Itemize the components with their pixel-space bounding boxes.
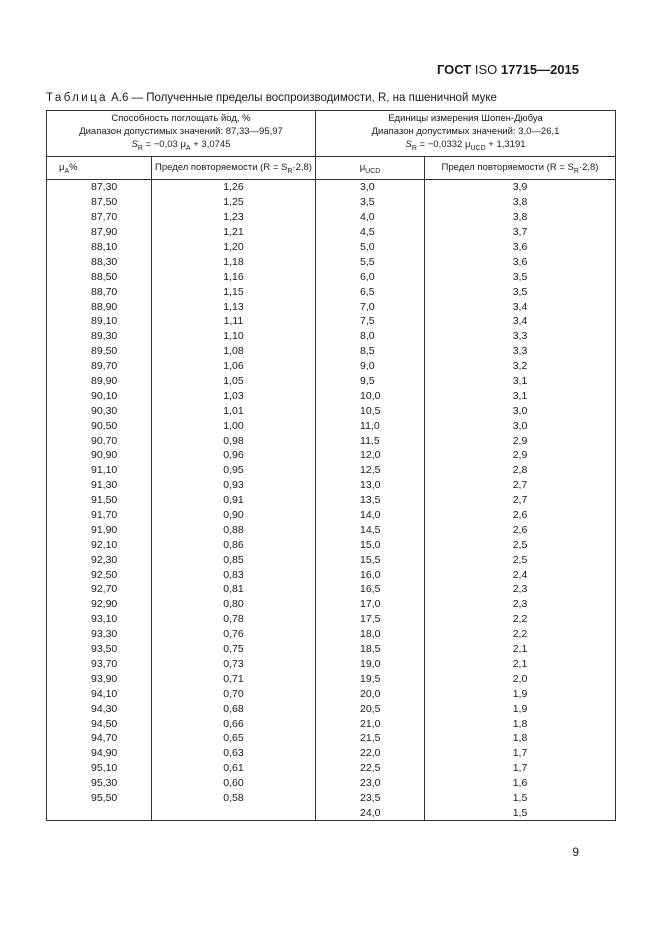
header-gost: ГОСТ: [436, 62, 472, 77]
cell-repeat-right: 3,8: [425, 210, 616, 225]
table-row: [47, 791, 616, 806]
cell-ucd: 11,0: [316, 418, 425, 433]
cell-ucd: 16,5: [316, 582, 425, 597]
cell-repeat-right: 2,1: [425, 657, 616, 672]
cell-repeat-right: 1,7: [425, 761, 616, 776]
cell-repeat-right: 2,0: [425, 671, 616, 686]
table-row: [47, 388, 616, 403]
cell-ucd: 10,0: [316, 388, 425, 403]
cell-repeat-left: 1,25: [152, 195, 316, 210]
table-row: [47, 254, 616, 269]
table-row: [47, 359, 616, 374]
cell-ucd: 15,5: [316, 552, 425, 567]
cell-ucd: 7,5: [316, 314, 425, 329]
table-row: [47, 478, 616, 493]
cell-repeat-left: 1,21: [152, 225, 316, 240]
caption-text: А.6 — Полученные пределы воспроизводимости, R, на пшеничной муке: [111, 92, 497, 104]
cell-iodine: 90,70: [47, 433, 152, 448]
cell-iodine: 89,50: [47, 344, 152, 359]
table-row: [47, 612, 616, 627]
cell-ucd: 12,0: [316, 448, 425, 463]
cell-repeat-right: 3,2: [425, 359, 616, 374]
cell-repeat-right: 2,2: [425, 627, 616, 642]
cell-repeat-left: 1,13: [152, 299, 316, 314]
cell-iodine: 90,90: [47, 448, 152, 463]
cell-ucd: 21,5: [316, 731, 425, 746]
cell-iodine: 94,30: [47, 701, 152, 716]
table-row: [47, 552, 616, 567]
cell-iodine: 94,50: [47, 716, 152, 731]
cell-ucd: 13,5: [316, 493, 425, 508]
cell-iodine: 89,30: [47, 329, 152, 344]
cell-iodine: 90,50: [47, 418, 152, 433]
cell-iodine: 94,10: [47, 686, 152, 701]
table-row: [47, 195, 616, 210]
cell-repeat-left: 0,58: [152, 791, 316, 806]
cell-iodine: 91,10: [47, 463, 152, 478]
cell-repeat-right: 1,7: [425, 746, 616, 761]
cell-iodine: 93,50: [47, 642, 152, 657]
cell-repeat-right: 3,1: [425, 388, 616, 403]
cell-iodine: 91,30: [47, 478, 152, 493]
cell-iodine: 87,30: [47, 180, 152, 195]
table-row: [47, 463, 616, 478]
cell-iodine: 87,70: [47, 210, 152, 225]
table-row: [47, 761, 616, 776]
cell-repeat-left: 1,06: [152, 359, 316, 374]
table-row: [47, 225, 616, 240]
cell-ucd: 15,0: [316, 537, 425, 552]
cell-repeat-right: 2,6: [425, 508, 616, 523]
cell-iodine: 95,30: [47, 776, 152, 791]
cell-repeat-right: 1,5: [425, 791, 616, 806]
cell-repeat-left: 0,66: [152, 716, 316, 731]
cell-ucd: 9,0: [316, 359, 425, 374]
cell-ucd: 22,0: [316, 746, 425, 761]
col-header-repeat-left: Предел повторяемости $(R = S_R\cdot 2,8)$: [152, 157, 316, 180]
cell-iodine: 91,50: [47, 493, 152, 508]
table-row: [47, 582, 616, 597]
table-row: [47, 284, 616, 299]
cell-ucd: 19,0: [316, 657, 425, 672]
table-row: [47, 567, 616, 582]
document-header: [437, 62, 579, 77]
cell-iodine: 91,90: [47, 522, 152, 537]
cell-repeat-right: 2,7: [425, 493, 616, 508]
table-row: [47, 314, 616, 329]
table-row: [47, 329, 616, 344]
table-body: [47, 180, 616, 821]
cell-ucd: 5,0: [316, 240, 425, 255]
cell-ucd: 16,0: [316, 567, 425, 582]
cell-repeat-left: 1,11: [152, 314, 316, 329]
cell-iodine: 90,10: [47, 388, 152, 403]
cell-repeat-right: 3,5: [425, 284, 616, 299]
cell-repeat-right: 1,8: [425, 731, 616, 746]
cell-iodine: [47, 805, 152, 820]
cell-repeat-left: 0,65: [152, 731, 316, 746]
cell-repeat-right: 3,5: [425, 269, 616, 284]
table-row: [47, 731, 616, 746]
cell-iodine: 92,70: [47, 582, 152, 597]
cell-repeat-right: 2,1: [425, 642, 616, 657]
cell-repeat-right: 2,3: [425, 582, 616, 597]
cell-repeat-right: 2,5: [425, 537, 616, 552]
table-row: [47, 418, 616, 433]
group-left-formula: $S_R = -0,03$ $\mu_A + 3,0745$: [131, 139, 231, 152]
cell-iodine: 92,90: [47, 597, 152, 612]
cell-repeat-left: 1,20: [152, 240, 316, 255]
cell-ucd: 17,0: [316, 597, 425, 612]
table-row: [47, 671, 616, 686]
cell-ucd: 13,0: [316, 478, 425, 493]
table-row: [47, 210, 616, 225]
cell-iodine: 93,70: [47, 657, 152, 672]
cell-iodine: 88,90: [47, 299, 152, 314]
cell-repeat-left: 1,26: [152, 180, 316, 195]
group-right-line1: Единицы измерения Шопен-Дюбуа: [388, 113, 543, 125]
cell-repeat-left: 0,63: [152, 746, 316, 761]
cell-ucd: 14,5: [316, 522, 425, 537]
table-row: [47, 493, 616, 508]
header-number: 17715—2015: [500, 62, 579, 77]
col-header-ucd: $\mu_{UCD}$: [316, 157, 425, 180]
cell-ucd: 5,5: [316, 254, 425, 269]
table-row: [47, 269, 616, 284]
cell-iodine: 89,70: [47, 359, 152, 374]
col-header-repeat-right: Предел повторяемости $(R = S_R\cdot 2,8)$: [425, 157, 616, 180]
cell-repeat-left: 1,16: [152, 269, 316, 284]
cell-repeat-left: 0,71: [152, 671, 316, 686]
cell-repeat-left: 0,91: [152, 493, 316, 508]
table-row: [47, 776, 616, 791]
table-row: [47, 805, 616, 820]
table-row: [47, 627, 616, 642]
cell-iodine: 87,90: [47, 225, 152, 240]
cell-repeat-right: 3,8: [425, 195, 616, 210]
cell-repeat-left: 1,01: [152, 403, 316, 418]
cell-repeat-left: 0,60: [152, 776, 316, 791]
group-header-ucd: [316, 111, 616, 157]
cell-repeat-right: 2,2: [425, 612, 616, 627]
cell-repeat-right: 3,7: [425, 225, 616, 240]
table-row: [47, 433, 616, 448]
cell-ucd: 21,0: [316, 716, 425, 731]
cell-repeat-left: 1,00: [152, 418, 316, 433]
cell-repeat-left: 1,08: [152, 344, 316, 359]
cell-iodine: 92,50: [47, 567, 152, 582]
cell-ucd: 17,5: [316, 612, 425, 627]
cell-repeat-right: 1,6: [425, 776, 616, 791]
group-left-line2: Диапазон допустимых значений: 87,33—95,97: [79, 126, 283, 138]
cell-repeat-right: 2,9: [425, 448, 616, 463]
cell-repeat-left: 0,96: [152, 448, 316, 463]
cell-repeat-left: 0,81: [152, 582, 316, 597]
cell-repeat-left: 0,86: [152, 537, 316, 552]
cell-repeat-left: 0,90: [152, 508, 316, 523]
table-row: [47, 374, 616, 389]
cell-ucd: 11,5: [316, 433, 425, 448]
cell-iodine: 91,70: [47, 508, 152, 523]
cell-iodine: 93,10: [47, 612, 152, 627]
cell-iodine: 93,30: [47, 627, 152, 642]
cell-repeat-right: 3,0: [425, 418, 616, 433]
cell-repeat-right: 2,6: [425, 522, 616, 537]
cell-ucd: 20,0: [316, 686, 425, 701]
cell-repeat-left: 0,76: [152, 627, 316, 642]
cell-ucd: 8,5: [316, 344, 425, 359]
cell-repeat-right: 3,6: [425, 240, 616, 255]
cell-iodine: 95,10: [47, 761, 152, 776]
table-row: [47, 448, 616, 463]
cell-repeat-right: 1,8: [425, 716, 616, 731]
table-row: [47, 716, 616, 731]
cell-iodine: 92,10: [47, 537, 152, 552]
table-row: [47, 522, 616, 537]
table-row: [47, 180, 616, 195]
cell-repeat-right: 3,9: [425, 180, 616, 195]
cell-iodine: 95,50: [47, 791, 152, 806]
cell-ucd: 3,0: [316, 180, 425, 195]
table-row: [47, 701, 616, 716]
cell-repeat-right: 3,3: [425, 344, 616, 359]
cell-ucd: 9,5: [316, 374, 425, 389]
group-right-formula: $S_R = -0,0332$ $\mu_{UCD} + 1,3191$: [405, 139, 526, 152]
cell-ucd: 14,0: [316, 508, 425, 523]
cell-repeat-left: 0,68: [152, 701, 316, 716]
table-row: [47, 508, 616, 523]
cell-iodine: 88,70: [47, 284, 152, 299]
cell-repeat-right: 2,8: [425, 463, 616, 478]
cell-ucd: 6,0: [316, 269, 425, 284]
table-row: [47, 657, 616, 672]
cell-repeat-right: 1,5: [425, 805, 616, 820]
cell-ucd: 20,5: [316, 701, 425, 716]
cell-iodine: 89,90: [47, 374, 152, 389]
cell-repeat-right: 3,4: [425, 299, 616, 314]
cell-repeat-left: 0,98: [152, 433, 316, 448]
cell-ucd: 6,5: [316, 284, 425, 299]
cell-ucd: 22,5: [316, 761, 425, 776]
cell-iodine: 93,90: [47, 671, 152, 686]
cell-repeat-left: 0,88: [152, 522, 316, 537]
table-row: [47, 686, 616, 701]
table-row: [47, 746, 616, 761]
cell-repeat-left: 1,03: [152, 388, 316, 403]
cell-repeat-right: 1,9: [425, 701, 616, 716]
cell-repeat-left: 1,10: [152, 329, 316, 344]
group-right-line2: Диапазон допустимых значений: 3,0—26,1: [371, 126, 560, 138]
reproducibility-table: [46, 110, 616, 821]
cell-iodine: 94,90: [47, 746, 152, 761]
cell-repeat-left: 0,75: [152, 642, 316, 657]
cell-iodine: 94,70: [47, 731, 152, 746]
cell-repeat-right: 2,4: [425, 567, 616, 582]
cell-repeat-right: 3,4: [425, 314, 616, 329]
cell-ucd: 19,5: [316, 671, 425, 686]
table-row: [47, 240, 616, 255]
cell-repeat-left: 0,80: [152, 597, 316, 612]
cell-repeat-right: 3,6: [425, 254, 616, 269]
cell-ucd: 12,5: [316, 463, 425, 478]
table-row: [47, 403, 616, 418]
cell-repeat-right: 3,3: [425, 329, 616, 344]
cell-repeat-left: 0,73: [152, 657, 316, 672]
cell-iodine: 90,30: [47, 403, 152, 418]
cell-repeat-left: 1,15: [152, 284, 316, 299]
cell-ucd: 4,0: [316, 210, 425, 225]
table-row: [47, 299, 616, 314]
cell-iodine: 88,30: [47, 254, 152, 269]
cell-repeat-left: 1,23: [152, 210, 316, 225]
table-row: [47, 597, 616, 612]
table-row: [47, 344, 616, 359]
cell-repeat-right: 1,9: [425, 686, 616, 701]
cell-iodine: 89,10: [47, 314, 152, 329]
cell-ucd: 24,0: [316, 805, 425, 820]
cell-ucd: 23,0: [316, 776, 425, 791]
cell-ucd: 18,5: [316, 642, 425, 657]
cell-repeat-right: 3,1: [425, 374, 616, 389]
cell-repeat-left: 1,05: [152, 374, 316, 389]
table-row: [47, 537, 616, 552]
caption-label: Таблица: [46, 92, 108, 104]
cell-iodine: 88,50: [47, 269, 152, 284]
group-left-line1: Способность поглощать йод, %: [111, 113, 251, 125]
cell-ucd: 7,0: [316, 299, 425, 314]
cell-iodine: 87,50: [47, 195, 152, 210]
cell-repeat-left: [152, 805, 316, 820]
cell-repeat-left: 0,95: [152, 463, 316, 478]
cell-repeat-right: 3,0: [425, 403, 616, 418]
cell-ucd: 23,5: [316, 791, 425, 806]
cell-ucd: 18,0: [316, 627, 425, 642]
cell-repeat-left: 0,70: [152, 686, 316, 701]
cell-repeat-left: 0,78: [152, 612, 316, 627]
table-row: [47, 642, 616, 657]
cell-repeat-right: 2,5: [425, 552, 616, 567]
cell-iodine: 92,30: [47, 552, 152, 567]
page-number: 9: [572, 845, 579, 859]
header-iso: ISO: [474, 62, 498, 77]
cell-repeat-left: 0,61: [152, 761, 316, 776]
cell-ucd: 8,0: [316, 329, 425, 344]
cell-repeat-right: 2,9: [425, 433, 616, 448]
cell-repeat-right: 2,3: [425, 597, 616, 612]
table-caption: [46, 92, 497, 104]
cell-repeat-left: 0,85: [152, 552, 316, 567]
cell-iodine: 88,10: [47, 240, 152, 255]
cell-repeat-left: 0,93: [152, 478, 316, 493]
cell-repeat-left: 0,83: [152, 567, 316, 582]
cell-repeat-left: 1,18: [152, 254, 316, 269]
cell-ucd: 3,5: [316, 195, 425, 210]
col-header-iodine: $\mu_A\%$: [47, 157, 152, 180]
cell-ucd: 10,5: [316, 403, 425, 418]
group-header-iodine: [47, 111, 316, 157]
cell-ucd: 4,5: [316, 225, 425, 240]
cell-repeat-right: 2,7: [425, 478, 616, 493]
